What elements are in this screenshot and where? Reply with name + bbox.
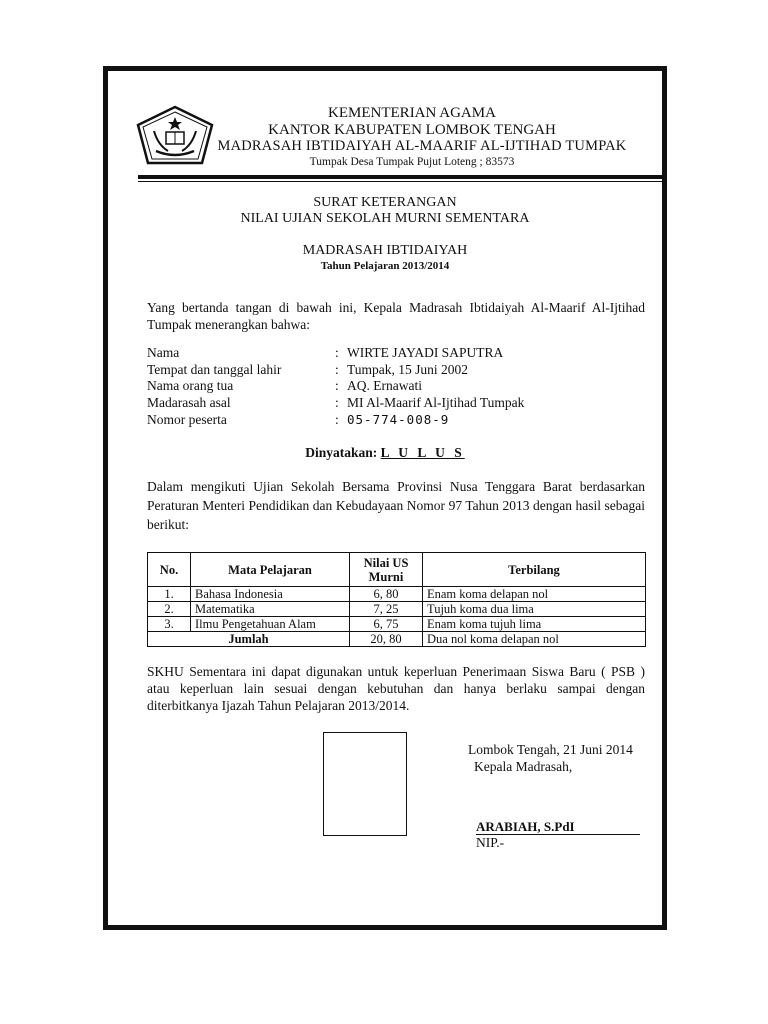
cell-words: Enam koma tujuh lima <box>423 617 646 632</box>
field-value: WIRTE JAYADI SAPUTRA <box>347 345 504 361</box>
cell-no: 3. <box>148 617 191 632</box>
signature-place-date: Lombok Tengah, 21 Juni 2014 <box>468 742 633 757</box>
field-label: Madarasah asal <box>147 395 231 411</box>
academic-year: Tahun Pelajaran 2013/2014 <box>320 260 450 272</box>
header-ministry: KEMENTERIAN AGAMA <box>328 105 496 121</box>
header-score: Nilai US Murni <box>350 553 423 587</box>
field-birth <box>147 362 524 379</box>
cell-words: Tujuh koma dua lima <box>423 602 646 617</box>
signatory-nip: NIP.- <box>476 835 505 850</box>
field-participant-number <box>147 411 524 428</box>
school-level: MADRASAH IBTIDAIYAH <box>302 243 468 258</box>
table-total-row <box>148 632 646 647</box>
cell-score: 6, 75 <box>350 617 423 632</box>
cell-words: Enam koma delapan nol <box>423 587 646 602</box>
grades-table <box>147 552 646 647</box>
field-value: 05-774-008-9 <box>347 412 450 428</box>
field-label: Nama <box>147 345 180 361</box>
field-school <box>147 395 524 412</box>
cell-total-score: 20, 80 <box>350 632 423 647</box>
body-paragraph: Dalam mengikuti Ujian Sekolah Bersama Provinsi Nusa Tenggara Barat berdasarkan Peraturan Menteri Pendidikan dan Kebudayaan Nomor 97 Tahun 2013 dengan hasil sebagai berikut: <box>147 479 645 532</box>
field-colon: : <box>335 411 339 427</box>
header-words: Terbilang <box>423 553 646 587</box>
header-no: No. <box>148 553 191 587</box>
document-subtitle: NILAI UJIAN SEKOLAH MURNI SEMENTARA <box>240 211 530 226</box>
declaration-prefix: Dinyatakan: <box>305 445 378 460</box>
closing-paragraph: SKHU Sementara ini dapat digunakan untuk keperluan Penerimaan Siswa Baru ( PSB ) atau keperluan lain sesuai dengan kebutuhan dan hanya berlaku sampai dengan diterbitkanya Ijazah Tahun Pelajaran 2013/2014. <box>147 664 645 713</box>
cell-subject: Bahasa Indonesia <box>191 587 350 602</box>
field-value: Tumpak, 15 Juni 2002 <box>347 361 469 377</box>
field-label: Nama orang tua <box>147 378 234 394</box>
cell-total-label: Jumlah <box>148 632 350 647</box>
field-colon: : <box>335 378 339 394</box>
table-header-row <box>148 553 646 587</box>
header-divider-thin <box>138 181 664 182</box>
header-address: Tumpak Desa Tumpak Pujut Loteng ; 83573 <box>309 156 515 168</box>
field-colon: : <box>335 395 339 411</box>
photo-placeholder <box>323 732 407 836</box>
declaration <box>108 445 662 461</box>
header-divider-thick <box>138 175 664 179</box>
header-office: KANTOR KABUPATEN LOMBOK TENGAH <box>268 122 556 138</box>
signatory-name: ARABIAH, S.PdI <box>476 819 640 835</box>
field-value: MI Al-Maarif Al-Ijtihad Tumpak <box>347 395 525 411</box>
cell-subject: Ilmu Pengetahuan Alam <box>191 617 350 632</box>
cell-no: 2. <box>148 602 191 617</box>
field-parent <box>147 378 524 395</box>
field-label: Nomor peserta <box>147 411 227 427</box>
header-subject: Mata Pelajaran <box>191 553 350 587</box>
student-fields <box>147 345 524 428</box>
field-name <box>147 345 524 362</box>
field-colon: : <box>335 345 339 361</box>
field-colon: : <box>335 361 339 377</box>
cell-score: 7, 25 <box>350 602 423 617</box>
cell-score: 6, 80 <box>350 587 423 602</box>
cell-subject: Matematika <box>191 602 350 617</box>
table-row <box>148 587 646 602</box>
declaration-status: L U L U S <box>380 445 465 460</box>
intro-paragraph: Yang bertanda tangan di bawah ini, Kepala Madrasah Ibtidaiyah Al-Maarif Al-Ijtihad Tumpak menerangkan bahwa: <box>147 300 645 332</box>
field-value: AQ. Ernawati <box>347 378 422 394</box>
header-school: MADRASAH IBTIDAIYAH AL-MAARIF AL-IJTIHAD TUMPAK <box>217 138 627 154</box>
table-row <box>148 617 646 632</box>
field-label: Tempat dan tanggal lahir <box>147 361 282 377</box>
document-title: SURAT KETERANGAN <box>313 195 457 210</box>
cell-no: 1. <box>148 587 191 602</box>
table-row <box>148 602 646 617</box>
cell-total-words: Dua nol koma delapan nol <box>423 632 646 647</box>
signature-position: Kepala Madrasah, <box>474 759 573 774</box>
certificate-frame <box>103 66 667 930</box>
